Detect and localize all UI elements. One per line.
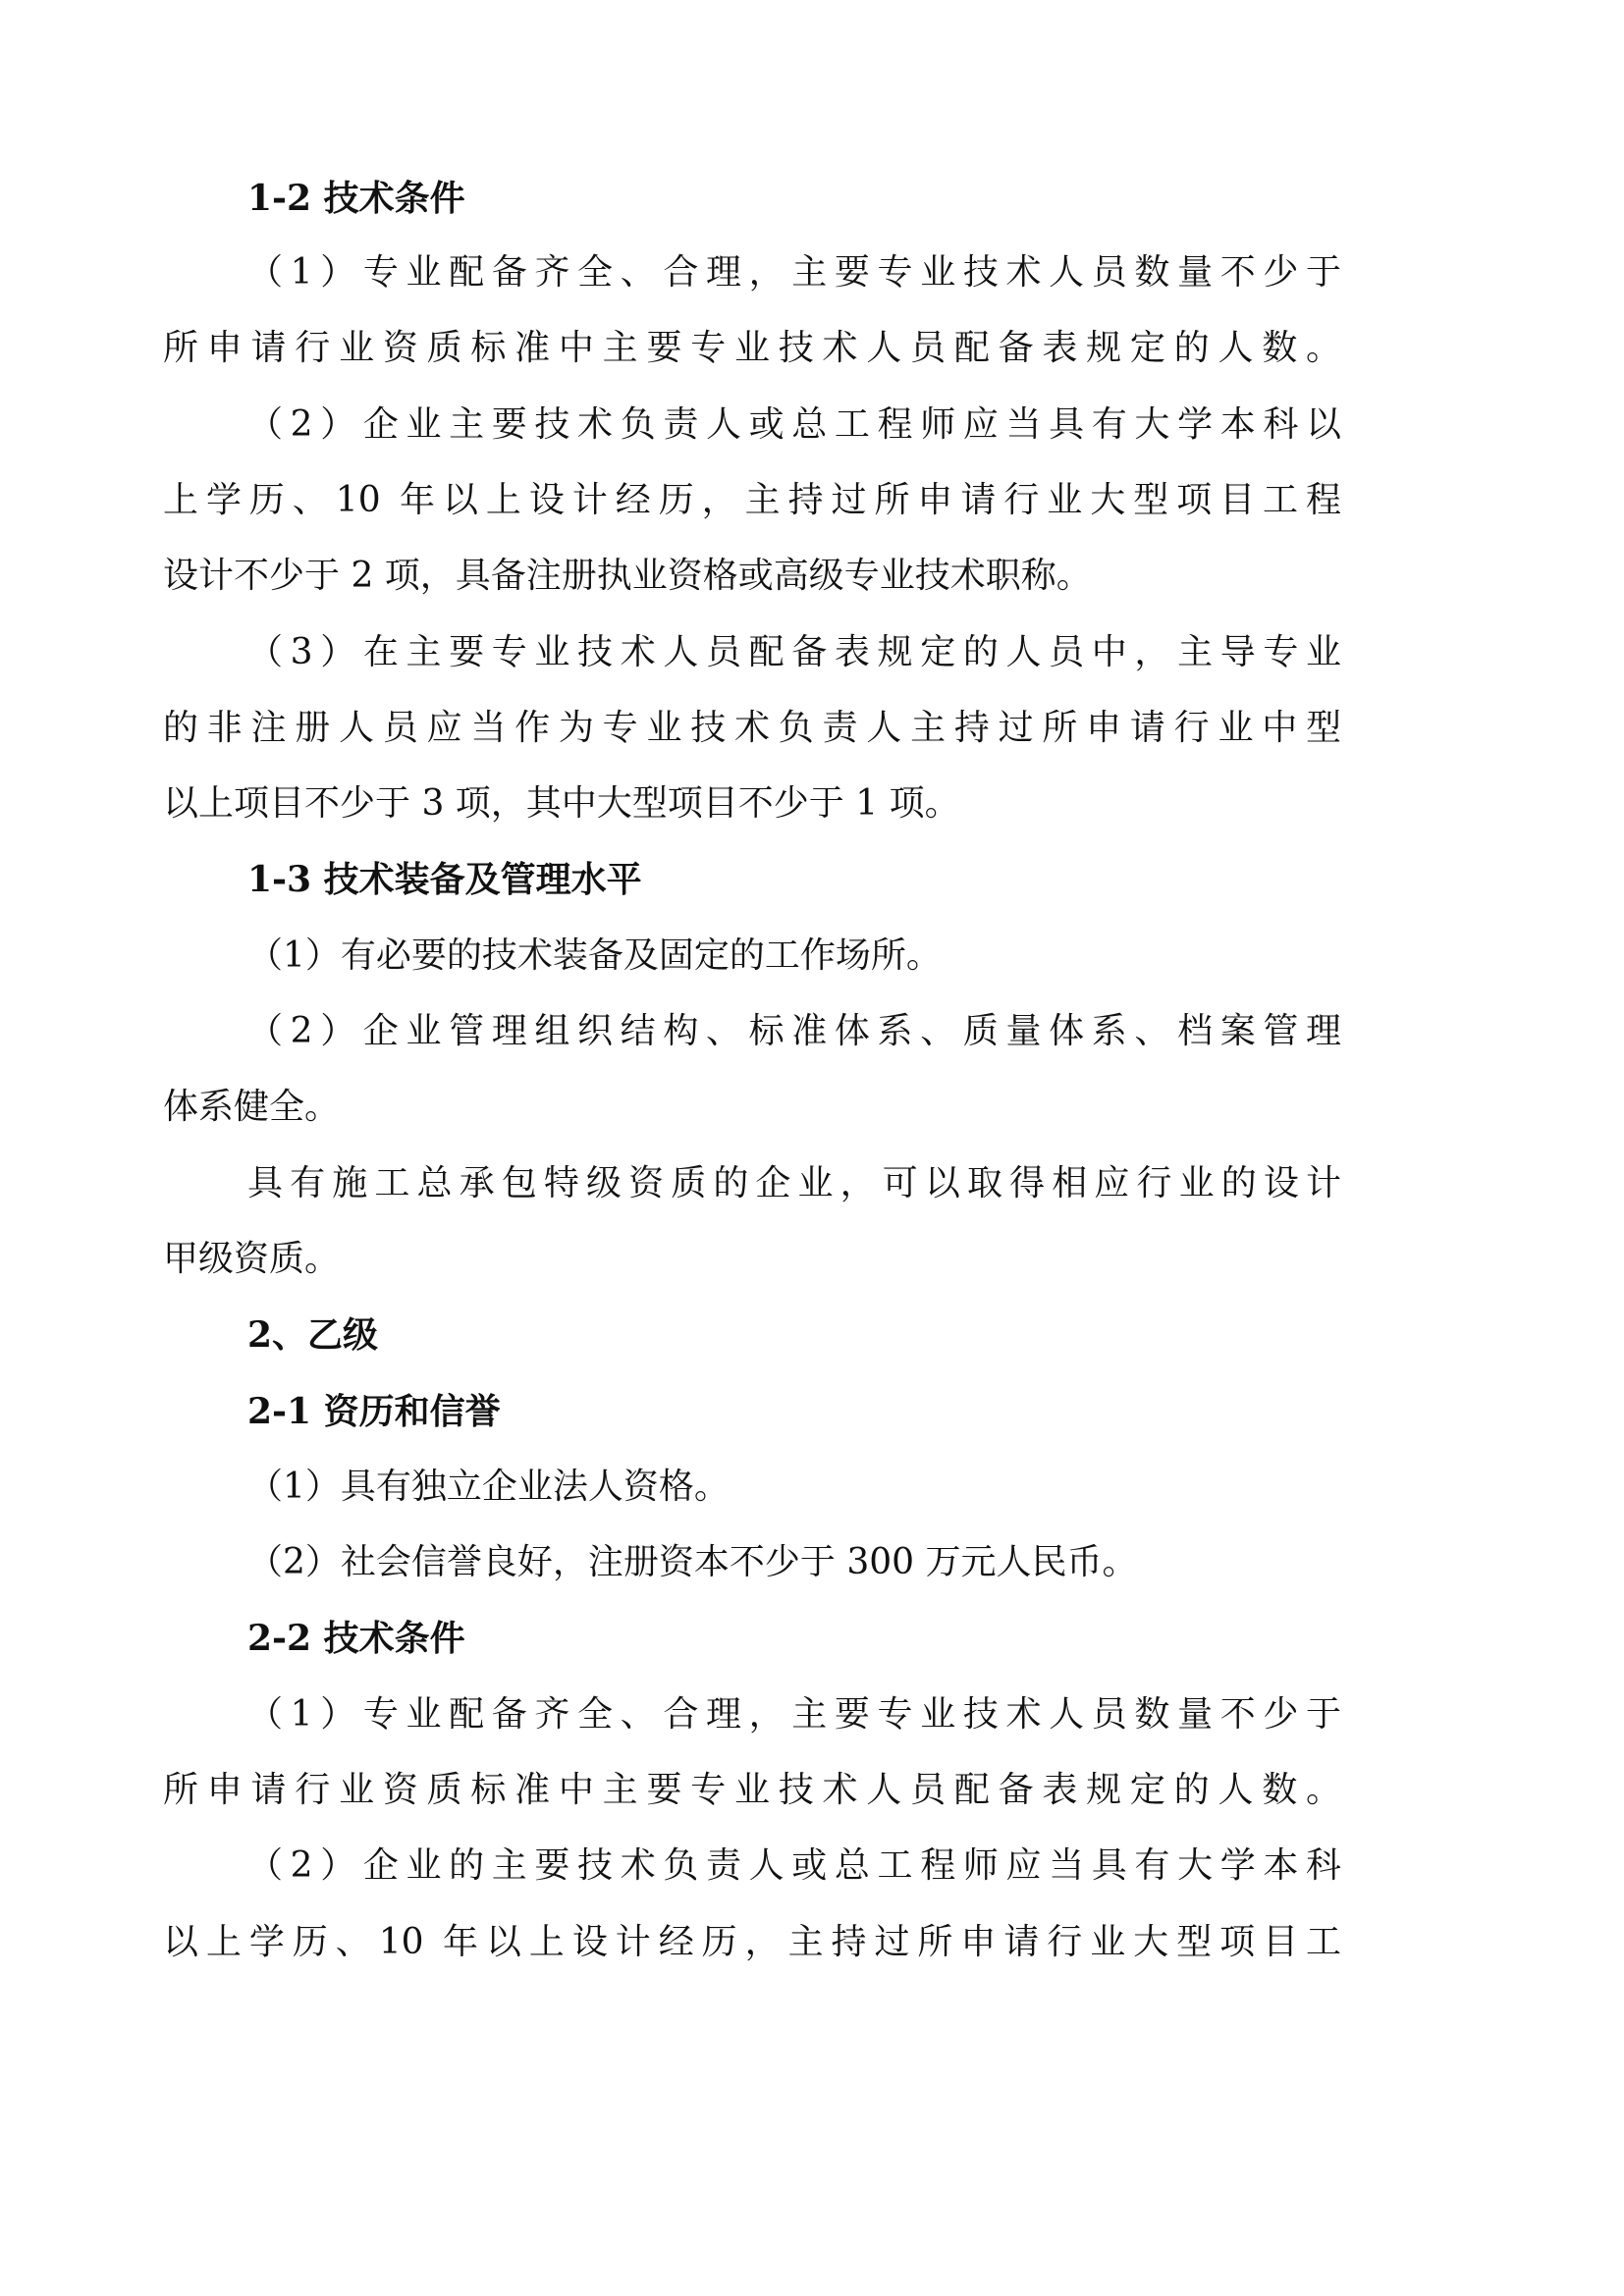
paragraph-line: （2）企业主要技术负责人或总工程师应当具有大学本科以 (247, 404, 1341, 445)
paragraph-line: 的非注册人员应当作为专业技术负责人主持过所申请行业中型 (163, 708, 1341, 748)
section-heading-2-2: 2-2 技术条件 (247, 1618, 465, 1659)
paragraph-line: （3）在主要专业技术人员配备表规定的人员中，主导专业 (247, 632, 1341, 672)
paragraph-line: 以上学历、10 年以上设计经历，主持过所申请行业大型项目工 (163, 1922, 1341, 1962)
paragraph-line: （2）企业管理组织结构、标准体系、质量体系、档案管理 (247, 1011, 1341, 1051)
paragraph-line: （1）有必要的技术装备及固定的工作场所。 (247, 935, 942, 976)
paragraph-line: 以上项目不少于 3 项，其中大型项目不少于 1 项。 (163, 783, 960, 824)
paragraph-line: 所申请行业资质标准中主要专业技术人员配备表规定的人数。 (163, 1770, 1341, 1810)
paragraph-line: （1）专业配备齐全、合理，主要专业技术人员数量不少于 (247, 252, 1341, 293)
paragraph-line: 上学历、10 年以上设计经历，主持过所申请行业大型项目工程 (163, 480, 1341, 520)
paragraph-line: 体系健全。 (163, 1087, 341, 1127)
paragraph-line: （2）企业的主要技术负责人或总工程师应当具有大学本科 (247, 1845, 1341, 1886)
paragraph-line: 具有施工总承包特级资质的企业，可以取得相应行业的设计 (247, 1163, 1341, 1203)
paragraph-line: （1）专业配备齐全、合理，主要专业技术人员数量不少于 (247, 1694, 1341, 1735)
section-heading-2: 2、乙级 (247, 1314, 379, 1356)
paragraph-line: 设计不少于 2 项，具备注册执业资格或高级专业技术职称。 (163, 556, 1092, 596)
section-heading-2-1: 2-1 资历和信誉 (247, 1391, 501, 1432)
paragraph-line: 所申请行业资质标准中主要专业技术人员配备表规定的人数。 (163, 328, 1341, 368)
section-heading-1-3: 1-3 技术装备及管理水平 (247, 859, 642, 900)
paragraph-line: （2）社会信誉良好，注册资本不少于 300 万元人民币。 (247, 1542, 1138, 1582)
paragraph-line: 甲级资质。 (163, 1239, 341, 1279)
paragraph-line: （1）具有独立企业法人资格。 (247, 1467, 730, 1507)
section-heading-1-2: 1-2 技术条件 (247, 178, 465, 219)
